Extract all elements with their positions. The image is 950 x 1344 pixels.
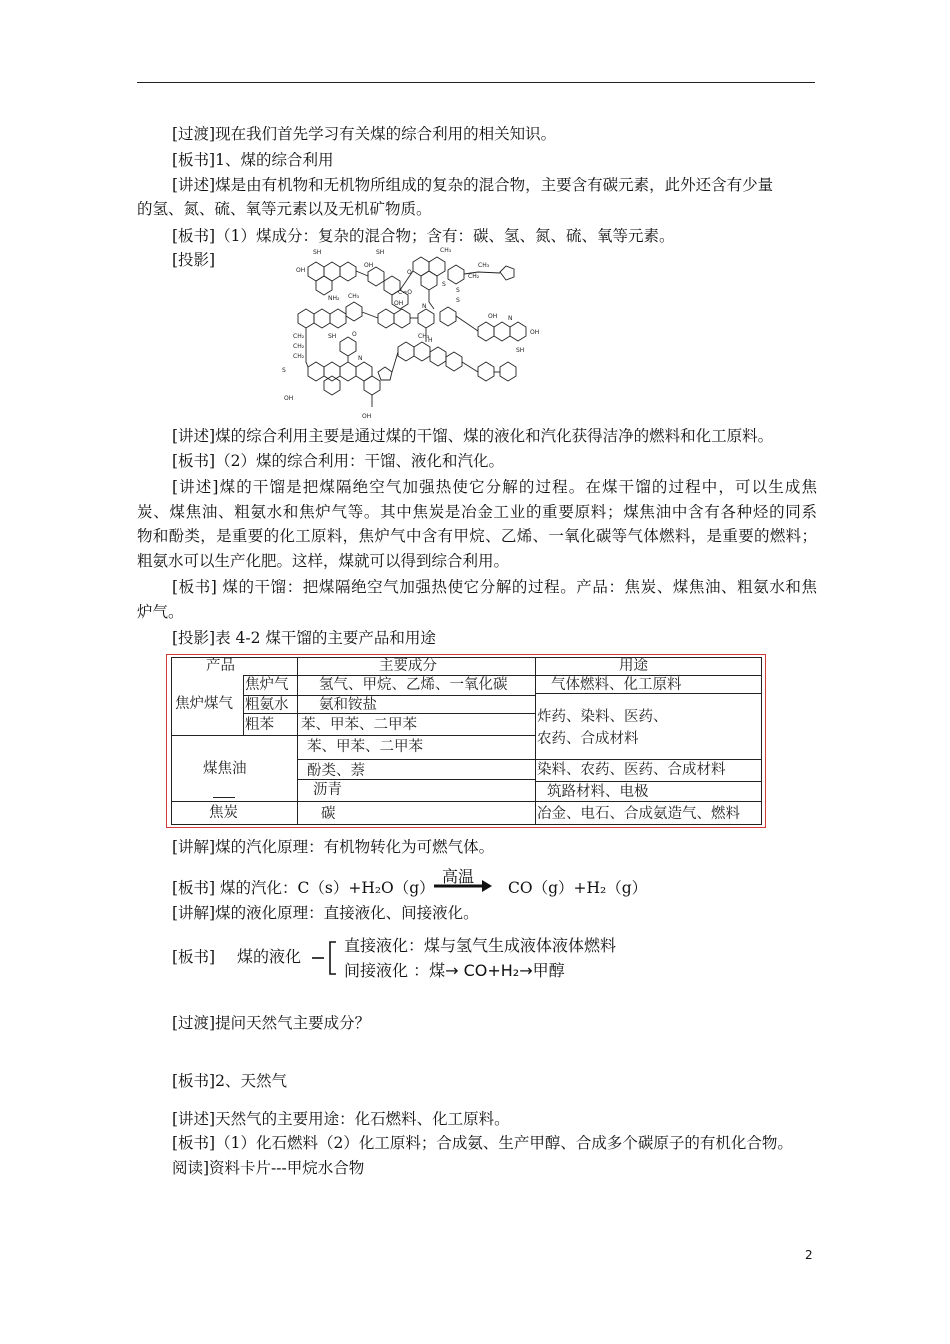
paragraph-board-distillation-b: 炉气。 [137, 603, 184, 621]
paragraph-projection: [投影] [172, 251, 216, 269]
paragraph-board-utilization: [板书]（2）煤的综合利用：干馏、液化和汽化。 [172, 452, 504, 470]
table-component-5: 酚类、萘 [307, 763, 365, 779]
molecule-label: OH [488, 313, 498, 320]
paragraph-board-composition: [板书]（1）煤成分：复杂的混合物；含有：碳、氢、氮、硫、氧等元素。 [172, 227, 675, 245]
molecule-label: CH₃ [478, 262, 490, 269]
paragraph-lecture-coal-a: [讲述]煤是由有机物和无机物所组成的复杂的混合物，主要含有碳元素，此外还含有少量 [172, 176, 774, 194]
molecule-label: N [358, 355, 363, 362]
molecule-label: SH [328, 333, 337, 340]
table-group-coal-tar: 煤焦油 [203, 761, 247, 777]
liquefaction-indirect: 间接液化 ：煤→ CO+H₂→甲醇 [344, 961, 565, 980]
paragraph-reading-card: 阅读]资料卡片---甲烷水合物 [172, 1159, 365, 1177]
paragraph-transition: [过渡]现在我们首先学习有关煤的综合利用的相关知识。 [172, 125, 557, 143]
table-sub-coke-oven-gas: 焦炉气 [245, 677, 289, 693]
paragraph-distillation-b: 炭、煤焦油、粗氨水和焦炉气等。其中焦炭是冶金工业的重要原料；煤焦油中含有各种烃的同系 [137, 503, 817, 521]
table-sub-crude-benzene: 粗苯 [245, 717, 274, 733]
table-use-2b: 农药、合成材料 [537, 731, 639, 747]
molecule-label: S [282, 367, 286, 374]
paragraph-table-caption: [投影]表 4-2 煤干馏的主要产品和用途 [172, 629, 436, 647]
table-use-3: 染料、农药、医药、合成材料 [537, 762, 726, 778]
paragraph-board-natural-gas: [板书]2、天然气 [172, 1072, 287, 1090]
table-group-coke-gas: 焦炉煤气 [175, 696, 233, 712]
liquefaction-label: 煤的液化 [237, 947, 302, 966]
coal-molecule-structure-figure [278, 242, 548, 422]
table-component-2: 氨和铵盐 [319, 697, 377, 713]
reaction-condition: 高温 [442, 867, 475, 886]
table-component-6: 沥青 [313, 782, 342, 798]
paragraph-board-1: [板书]1、煤的综合利用 [172, 151, 334, 169]
molecule-label: CH₃ [440, 247, 452, 254]
molecule-label: SH [313, 249, 322, 256]
table-component-7: 碳 [321, 806, 336, 822]
table-use-4: 筑路材料、电极 [547, 784, 649, 800]
header-rule [137, 82, 815, 83]
paragraph-lecture-coal-b: 的氢、氮、硫、氧等元素以及无机矿物质。 [137, 200, 432, 218]
molecule-label: SH [376, 249, 385, 256]
molecule-label: C=O [398, 289, 412, 296]
paragraph-natural-gas-uses: [讲述]天然气的主要用途：化石燃料、化工原料。 [172, 1110, 510, 1128]
molecule-label: N [508, 315, 513, 322]
molecule-label: O [352, 331, 357, 338]
molecule-label: CH₃ [418, 333, 430, 340]
table-component-1: 氢气、甲烷、乙烯、一氧化碳 [319, 677, 508, 693]
right-arrow-icon [432, 864, 494, 894]
molecule-label: CH₂ [293, 353, 305, 360]
molecule-label: NH₂ [328, 295, 340, 302]
table-component-4: 苯、甲苯、二甲苯 [307, 739, 423, 755]
paragraph-lecture-utilization: [讲述]煤的综合利用主要是通过煤的干馏、煤的液化和汽化获得洁净的燃料和化工原料。 [172, 427, 774, 445]
table-use-1: 气体燃料、化工原料 [551, 677, 682, 693]
table-header-product: 产品 [206, 658, 235, 674]
table-sub-crude-ammonia: 粗氨水 [245, 697, 289, 713]
molecule-label: OH [284, 395, 294, 402]
table-component-3: 苯、甲苯、二甲苯 [301, 717, 417, 733]
molecule-label: CH₂ [293, 333, 305, 340]
molecule-label: S [456, 287, 460, 294]
molecule-label: O [407, 269, 412, 276]
gasification-equation-right: CO（g）+H₂（g） [508, 879, 648, 897]
liquefaction-direct: 直接液化：煤与氢气生成液体液体燃料 [344, 936, 617, 955]
paragraph-distillation-c: 物和酚类，是重要的化工原料，焦炉气中含有甲烷、乙烯、一氧化碳等气体燃料，是重要的燃料； [137, 527, 817, 545]
paragraph-natural-gas-question: [过渡]提问天然气主要成分？ [172, 1014, 371, 1032]
paragraph-distillation-a: [讲述]煤的干馏是把煤隔绝空气加强热使它分解的过程。在煤干馏的过程中，可以生成焦 [172, 478, 817, 496]
table-header-use: 用途 [619, 658, 648, 674]
table-use-5: 冶金、电石、合成氨造气、燃料 [537, 806, 740, 822]
paragraph-distillation-d: 粗氨水可以生产化肥。这样，煤就可以得到综合利用。 [137, 552, 510, 570]
molecule-label: OH [530, 329, 540, 336]
molecule-label: OH [296, 267, 306, 274]
molecule-label: CH₂ [293, 343, 305, 350]
paragraph-board-distillation-a: [板书] 煤的干馏：把煤隔绝空气加强热使它分解的过程。产品：焦炭、煤焦油、粗氨水和焦 [172, 578, 817, 596]
molecule-label: N [422, 303, 427, 310]
molecule-label: CH₂ [468, 273, 480, 280]
molecule-label: S [456, 297, 460, 304]
molecule-label: OH [362, 413, 372, 420]
molecule-label: S [442, 281, 446, 288]
molecule-label: SH [516, 347, 525, 354]
liquefaction-board-prefix: [板书] [172, 948, 216, 966]
molecule-label: H [428, 337, 433, 344]
table-coke: 焦炭 [209, 805, 238, 821]
paragraph-gasification-principle: [讲解]煤的汽化原理：有机物转化为可燃气体。 [172, 838, 495, 856]
gasification-equation-left: [板书] 煤的汽化：C（s）+H₂O（g） [172, 879, 435, 897]
table-header-component: 主要成分 [379, 658, 437, 674]
reaction-arrow-high-temp [432, 864, 494, 894]
distillation-table [171, 657, 762, 825]
paragraph-board-natural-gas-uses: [板书]（1）化石燃料（2）化工原料；合成氨、生产甲醇、合成多个碳原子的有机化合物。 [172, 1134, 793, 1152]
molecule-label: CH₃ [348, 293, 360, 300]
page-number: 2 [805, 1248, 813, 1262]
molecule-label: OH [394, 300, 404, 307]
brace-icon [310, 938, 340, 978]
molecule-label: OH [364, 262, 374, 269]
paragraph-liquefaction-principle: [讲解]煤的液化原理：直接液化、间接液化。 [172, 904, 479, 922]
table-use-2a: 炸药、染料、医药、 [537, 709, 668, 725]
